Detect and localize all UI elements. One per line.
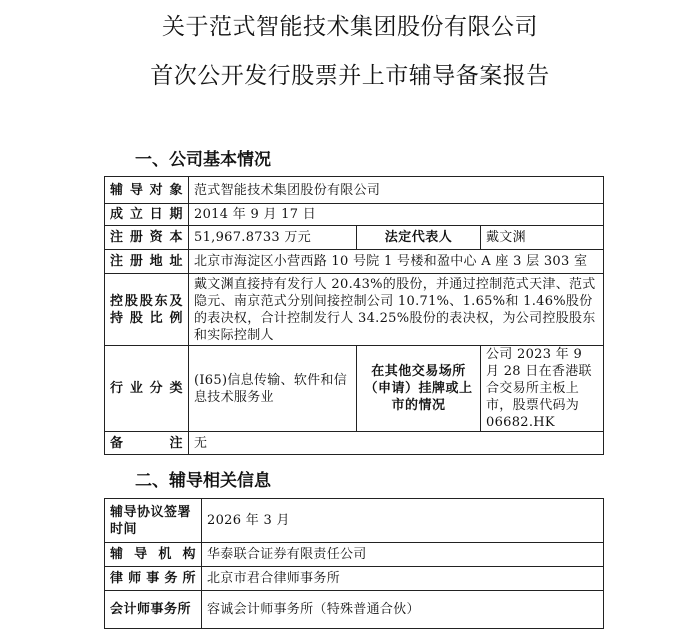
counseling-info-table (104, 498, 604, 629)
table-row (105, 274, 604, 346)
agreement-time-value: 2026 年 3 月 (202, 499, 604, 543)
section-heading-counseling-info: 二、辅导相关信息 (135, 471, 271, 491)
agreement-time-label: 辅导协议签署时间 (105, 499, 202, 543)
other-listing-label: 在其他交易场所（申请）挂牌或上市的情况 (357, 346, 481, 432)
table-row (105, 204, 604, 226)
document-title-line-2: 首次公开发行股票并上市辅导备案报告 (150, 63, 550, 89)
address-label: 注册地址 (105, 250, 189, 274)
table-row (105, 177, 604, 204)
table-row (105, 250, 604, 274)
remarks-value: 无 (189, 432, 604, 455)
established-value: 2014 年 9 月 17 日 (189, 204, 604, 226)
accounting-firm-value: 容诚会计师事务所（特殊普通合伙） (202, 591, 604, 629)
table-row (105, 346, 604, 432)
established-label: 成立日期 (105, 204, 189, 226)
other-listing-value: 公司 2023 年 9 月 28 日在香港联合交易所主板上市，股票代码为 06682.HK (481, 346, 604, 432)
accounting-firm-label: 会计师事务所 (105, 591, 202, 629)
legal-rep-value: 戴文渊 (481, 226, 604, 250)
capital-label: 注册资本 (105, 226, 189, 250)
industry-value: (I65)信息传输、软件和信息技术服务业 (189, 346, 357, 432)
table-row (105, 432, 604, 455)
document-title-line-1: 关于范式智能技术集团股份有限公司 (162, 14, 538, 40)
controller-value: 戴文渊直接持有发行人 20.43%的股份，并通过控制范式天津、范式隐元、南京范式分别间接控制公司 10.71%、1.65%和 1.46%股份的表决权，合计控制发行人 34.25%股份的表决权，为公司控股股东和实际控制人 (189, 274, 604, 346)
target-label: 辅导对象 (105, 177, 189, 204)
target-value: 范式智能技术集团股份有限公司 (189, 177, 604, 204)
institution-value: 华泰联合证券有限责任公司 (202, 543, 604, 567)
controller-label: 控股股东及持股比例 (105, 274, 189, 346)
capital-value: 51,967.8733 万元 (189, 226, 357, 250)
table-row (105, 567, 604, 591)
table-row (105, 226, 604, 250)
law-firm-label: 律师事务所 (105, 567, 202, 591)
table-row (105, 499, 604, 543)
law-firm-value: 北京市君合律师事务所 (202, 567, 604, 591)
institution-label: 辅导机构 (105, 543, 202, 567)
address-value: 北京市海淀区小营西路 10 号院 1 号楼和盈中心 A 座 3 层 303 室 (189, 250, 604, 274)
industry-label: 行业分类 (105, 346, 189, 432)
remarks-label: 备注 (105, 432, 189, 455)
company-basic-info-table (104, 176, 604, 455)
table-row (105, 543, 604, 567)
table-row (105, 591, 604, 629)
legal-rep-label: 法定代表人 (357, 226, 481, 250)
section-heading-company-basic-info: 一、公司基本情况 (135, 150, 271, 170)
